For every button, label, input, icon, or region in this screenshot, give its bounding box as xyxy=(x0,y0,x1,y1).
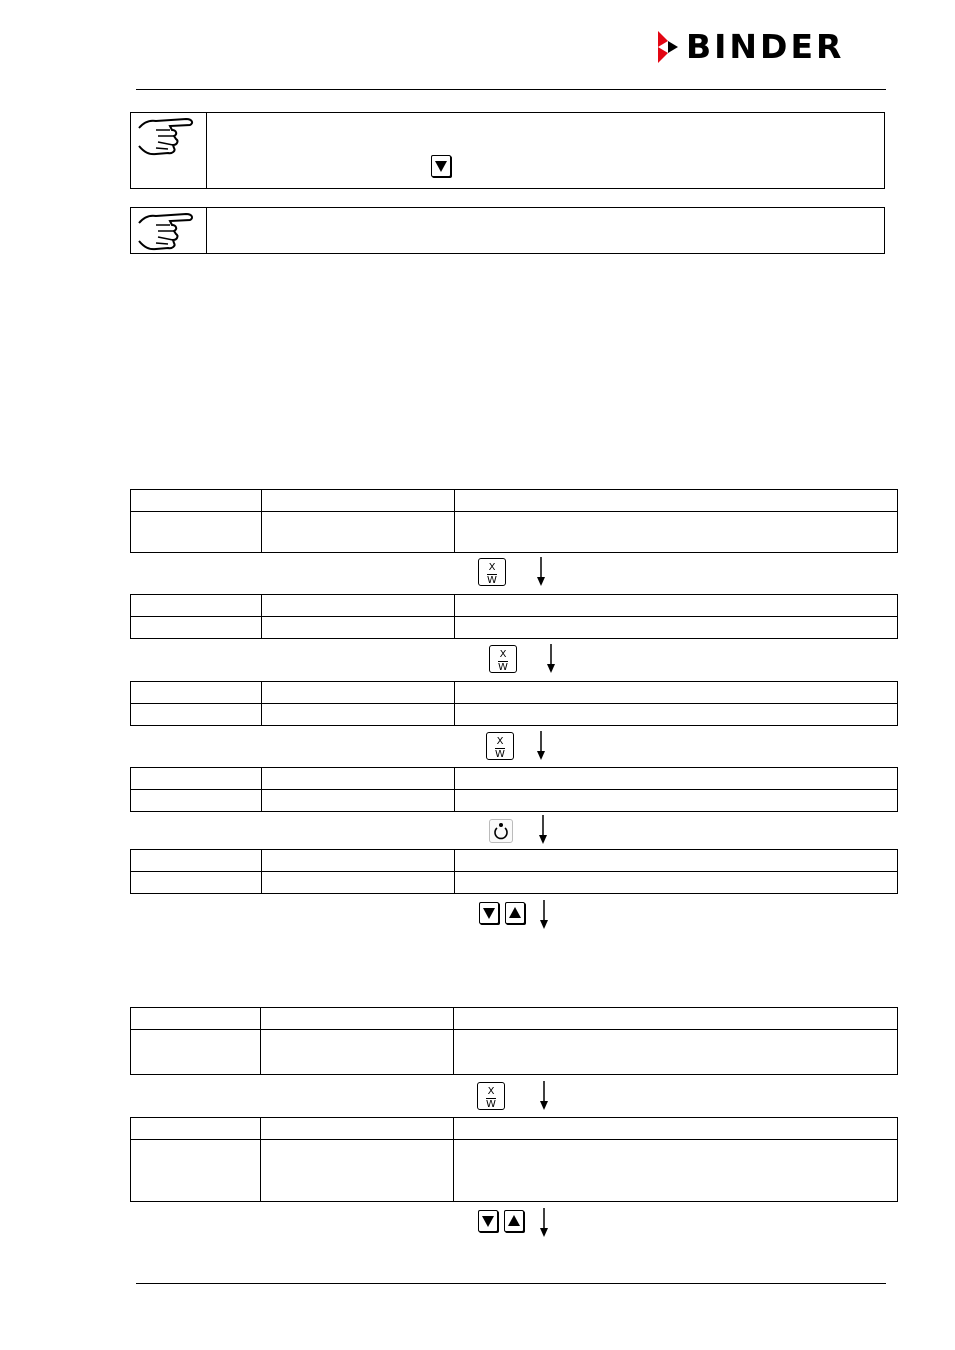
down-triangle-icon xyxy=(479,1211,497,1231)
table-cell xyxy=(262,704,455,726)
table-cell xyxy=(131,790,262,812)
table-cell xyxy=(455,617,898,639)
up-arrow-key[interactable] xyxy=(505,902,525,924)
table-cell xyxy=(454,1008,898,1030)
table-cell xyxy=(262,850,455,872)
table-cell xyxy=(455,595,898,617)
table-cell xyxy=(131,768,262,790)
table-cell xyxy=(131,1030,261,1075)
table-cell xyxy=(262,490,455,512)
table-cell xyxy=(262,790,455,812)
circular-arrow-icon xyxy=(490,820,512,842)
table-cell xyxy=(262,682,455,704)
xw-key-top-label: X xyxy=(487,1086,495,1097)
xw-key-top-label: X xyxy=(496,736,504,747)
binder-logo-mark-icon xyxy=(656,30,680,64)
display-table-a5 xyxy=(130,849,898,894)
circle-arrow-key[interactable] xyxy=(489,819,513,843)
xw-key[interactable] xyxy=(477,1082,505,1110)
xw-key-bottom-label: W xyxy=(487,575,497,586)
xw-key-top-label: X xyxy=(499,649,507,660)
down-arrow-icon xyxy=(536,731,546,761)
table-cell xyxy=(455,704,898,726)
note-icon-cell xyxy=(131,113,207,188)
xw-key[interactable] xyxy=(478,558,506,586)
down-arrow-key[interactable] xyxy=(479,902,499,924)
display-table-a2 xyxy=(130,594,898,639)
table-cell xyxy=(455,768,898,790)
xw-key-bottom-label: W xyxy=(486,1099,496,1110)
table-cell xyxy=(131,1008,261,1030)
table-cell xyxy=(131,704,262,726)
table-cell xyxy=(261,1118,454,1140)
table-cell xyxy=(455,850,898,872)
down-arrow-icon xyxy=(539,1208,549,1238)
down-triangle-icon xyxy=(480,903,498,923)
xw-key[interactable] xyxy=(489,645,517,673)
table-cell xyxy=(455,512,898,553)
footer-rule xyxy=(136,1283,886,1284)
table-cell xyxy=(131,595,262,617)
down-arrow-icon xyxy=(539,900,549,930)
down-arrow-icon xyxy=(546,644,556,674)
xw-key[interactable] xyxy=(486,732,514,760)
down-arrow-icon xyxy=(536,557,546,587)
table-cell xyxy=(131,872,262,894)
table-cell xyxy=(131,617,262,639)
table-cell xyxy=(455,790,898,812)
note-box-2 xyxy=(130,207,885,254)
display-table-a3 xyxy=(130,681,898,726)
table-cell xyxy=(454,1030,898,1075)
note-icon-cell xyxy=(131,208,207,253)
table-cell xyxy=(261,1030,454,1075)
table-cell xyxy=(262,768,455,790)
table-cell xyxy=(131,1118,261,1140)
table-cell xyxy=(131,1140,261,1202)
display-table-a4 xyxy=(130,767,898,812)
table-cell xyxy=(455,872,898,894)
down-triangle-icon xyxy=(432,156,450,176)
note-box-1 xyxy=(130,112,885,189)
table-cell xyxy=(262,872,455,894)
display-table-b1 xyxy=(130,1007,898,1075)
table-cell xyxy=(261,1008,454,1030)
down-arrow-key[interactable] xyxy=(478,1210,498,1232)
table-cell xyxy=(131,850,262,872)
up-arrow-key[interactable] xyxy=(504,1210,524,1232)
pointing-hand-icon xyxy=(136,116,198,158)
binder-logo xyxy=(656,27,845,66)
table-cell xyxy=(131,512,262,553)
xw-key-bottom-label: W xyxy=(498,662,508,673)
table-cell xyxy=(454,1118,898,1140)
table-cell xyxy=(262,512,455,553)
table-cell xyxy=(131,490,262,512)
down-arrow-icon xyxy=(539,1081,549,1111)
xw-key-bottom-label: W xyxy=(495,749,505,760)
header-rule xyxy=(136,89,886,90)
up-triangle-icon xyxy=(506,903,524,923)
table-cell xyxy=(454,1140,898,1202)
table-cell xyxy=(455,490,898,512)
up-triangle-icon xyxy=(505,1211,523,1231)
pointing-hand-icon xyxy=(136,211,198,253)
display-table-a1 xyxy=(130,489,898,553)
down-arrow-key[interactable] xyxy=(431,155,451,177)
brand-name: BINDER xyxy=(686,27,845,66)
table-cell xyxy=(262,595,455,617)
table-cell xyxy=(262,617,455,639)
table-cell xyxy=(261,1140,454,1202)
table-cell xyxy=(455,682,898,704)
display-table-b2 xyxy=(130,1117,898,1202)
xw-key-top-label: X xyxy=(488,562,496,573)
table-cell xyxy=(131,682,262,704)
down-arrow-icon xyxy=(538,815,548,845)
